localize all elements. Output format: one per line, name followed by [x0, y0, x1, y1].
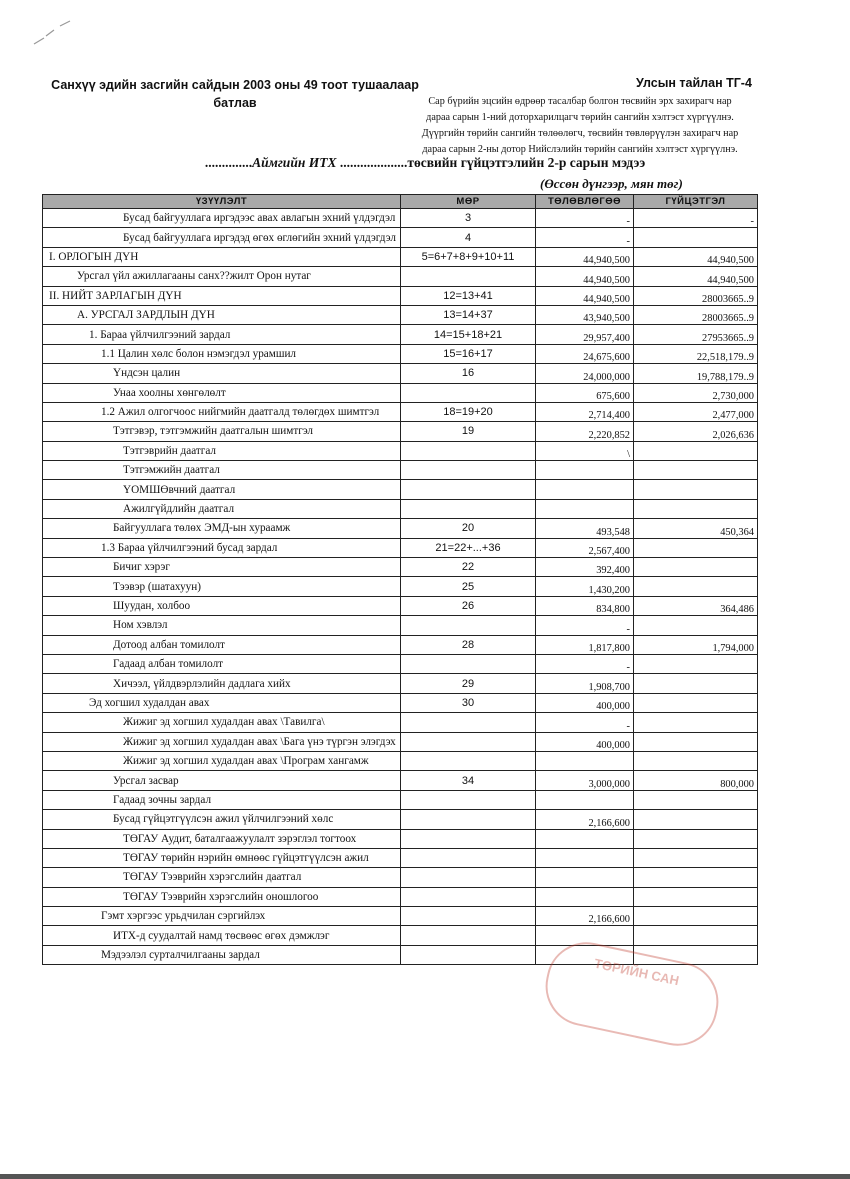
row-indicator-name: 1.3 Бараа үйлчилгээний бусад зардал [43, 538, 401, 557]
table-row [43, 441, 758, 460]
row-plan-value: 2,166,600 [536, 907, 634, 926]
row-plan-value [536, 790, 634, 809]
table-row [43, 654, 758, 673]
row-code: 4 [401, 228, 536, 247]
row-indicator-name: Дотоод албан томилолт [43, 635, 401, 654]
row-code: 25 [401, 577, 536, 596]
table-row [43, 461, 758, 480]
row-code [401, 887, 536, 906]
instruction-line: дараа сарын 1-ний доторхарилцагч төрийн сангийн хэлтэст хүргүүлнэ. [426, 112, 734, 123]
row-actual-value: 28003665..9 [634, 286, 758, 305]
table-row [43, 751, 758, 770]
row-plan-value: 675,600 [536, 383, 634, 402]
table-row [43, 247, 758, 266]
row-actual-value: 450,364 [634, 519, 758, 538]
row-indicator-name: Гадаад зочны зардал [43, 790, 401, 809]
row-code: 3 [401, 209, 536, 228]
approval-note-line2: батлав [213, 96, 257, 110]
row-indicator-name: Жижиг эд хогшил худалдан авах \Програм хангамж [43, 751, 401, 770]
row-code [401, 790, 536, 809]
row-plan-value: - [536, 209, 634, 228]
row-actual-value [634, 868, 758, 887]
title-suffix: ....................төсвийн гүйцэтгэлийн 2-р сарын мэдээ [336, 155, 646, 170]
row-plan-value [536, 887, 634, 906]
row-actual-value [634, 790, 758, 809]
row-code: 12=13+41 [401, 286, 536, 305]
instruction-line: Дүүргийн төрийн сангийн төлөөлөгч, төсвийн төвлөрүүлэн захирагч нар [421, 128, 739, 139]
table-row [43, 907, 758, 926]
row-code: 5=6+7+8+9+10+11 [401, 247, 536, 266]
row-code: 19 [401, 422, 536, 441]
table-row [43, 422, 758, 441]
table-row [43, 887, 758, 906]
table-row [43, 267, 758, 286]
row-code: 16 [401, 364, 536, 383]
column-header-actual: ГҮЙЦЭТГЭЛ [634, 195, 758, 209]
row-actual-value: 1,794,000 [634, 635, 758, 654]
table-row [43, 868, 758, 887]
row-code: 30 [401, 693, 536, 712]
row-indicator-name: Бичиг хэрэг [43, 558, 401, 577]
row-plan-value: 400,000 [536, 693, 634, 712]
row-plan-value: 44,940,500 [536, 267, 634, 286]
row-actual-value [634, 228, 758, 247]
row-plan-value [536, 499, 634, 518]
row-indicator-name: 1.1 Цалин хөлс болон нэмэгдэл урамшил [43, 344, 401, 363]
row-actual-value [634, 907, 758, 926]
row-plan-value: 29,957,400 [536, 325, 634, 344]
row-indicator-name: Шуудан, холбоо [43, 596, 401, 615]
row-plan-value: 2,166,600 [536, 810, 634, 829]
table-row [43, 790, 758, 809]
table-header-row [43, 195, 758, 209]
row-actual-value: 800,000 [634, 771, 758, 790]
table-row [43, 713, 758, 732]
row-indicator-name: ҮОМШӨвчний даатгал [43, 480, 401, 499]
row-code [401, 713, 536, 732]
table-row [43, 771, 758, 790]
row-indicator-name: Гэмт хэргээс урьдчилан сэргийлэх [43, 907, 401, 926]
row-plan-value: \ [536, 441, 634, 460]
table-row [43, 926, 758, 945]
table-row [43, 674, 758, 693]
row-actual-value [634, 558, 758, 577]
row-actual-value [634, 693, 758, 712]
table-row [43, 480, 758, 499]
table-row [43, 344, 758, 363]
scan-edge [0, 1174, 850, 1179]
table-row [43, 829, 758, 848]
title-org: Аймгийн ИТХ [252, 155, 337, 170]
row-plan-value [536, 480, 634, 499]
instruction-line: дараа сарын 2-ны дотор Нийслэлийн төрийн сангийн хэлтэст хүргүүлнэ. [422, 144, 738, 155]
row-plan-value: - [536, 616, 634, 635]
row-actual-value: - [634, 209, 758, 228]
row-code: 14=15+18+21 [401, 325, 536, 344]
row-actual-value [634, 616, 758, 635]
row-indicator-name: Бусад байгууллага иргэдээс авах авлагын эхний үлдэгдэл [43, 209, 401, 228]
table-row [43, 305, 758, 324]
row-plan-value: 493,548 [536, 519, 634, 538]
budget-table [42, 194, 758, 965]
row-indicator-name: I. ОРЛОГЫН ДҮН [43, 247, 401, 266]
table-row [43, 228, 758, 247]
row-actual-value: 28003665..9 [634, 305, 758, 324]
row-code: 18=19+20 [401, 402, 536, 421]
row-indicator-name: Хичээл, үйлдвэрлэлийн дадлага хийх [43, 674, 401, 693]
row-code: 13=14+37 [401, 305, 536, 324]
table-row [43, 402, 758, 421]
row-actual-value [634, 713, 758, 732]
row-indicator-name: Урсгал засвар [43, 771, 401, 790]
table-row [43, 499, 758, 518]
table-row [43, 810, 758, 829]
row-indicator-name: 1. Бараа үйлчилгээний зардал [43, 325, 401, 344]
row-actual-value [634, 751, 758, 770]
title-prefix: .............. [204, 155, 253, 170]
row-code [401, 848, 536, 867]
row-plan-value: - [536, 713, 634, 732]
row-plan-value [536, 829, 634, 848]
stamp-text: ТӨРИЙН САН [592, 955, 681, 989]
row-plan-value: 1,430,200 [536, 577, 634, 596]
row-indicator-name: Урсгал үйл ажиллагааны санх??жилт Орон нутаг [43, 267, 401, 286]
row-actual-value [634, 732, 758, 751]
column-header-row-code: МӨР [401, 195, 536, 209]
row-code: 15=16+17 [401, 344, 536, 363]
row-indicator-name: Жижиг эд хогшил худалдан авах \Бага үнэ түргэн элэгдэх [43, 732, 401, 751]
row-indicator-name: Бусад гүйцэтгүүлсэн ажил үйлчилгээний хөлс [43, 810, 401, 829]
table-row [43, 286, 758, 305]
row-indicator-name: Бусад байгууллага иргэдэд өгөх өглөгийн эхний үлдэгдэл [43, 228, 401, 247]
row-plan-value: 2,220,852 [536, 422, 634, 441]
row-plan-value [536, 461, 634, 480]
table-row [43, 616, 758, 635]
row-indicator-name: Тэтгэмжийн даатгал [43, 461, 401, 480]
row-code: 22 [401, 558, 536, 577]
row-plan-value: - [536, 228, 634, 247]
row-actual-value [634, 654, 758, 673]
row-actual-value [634, 674, 758, 693]
row-actual-value: 44,940,500 [634, 247, 758, 266]
row-code: 20 [401, 519, 536, 538]
row-indicator-name: А. УРСГАЛ ЗАРДЛЫН ДҮН [43, 305, 401, 324]
row-indicator-name: ТӨГАУ Аудит, баталгаажуулалт зэрэглэл тогтоох [43, 829, 401, 848]
row-plan-value: 2,567,400 [536, 538, 634, 557]
row-actual-value: 2,026,636 [634, 422, 758, 441]
row-actual-value [634, 887, 758, 906]
table-row [43, 209, 758, 228]
row-code [401, 616, 536, 635]
table-row [43, 558, 758, 577]
row-actual-value: 2,477,000 [634, 402, 758, 421]
column-header-plan: ТӨЛӨВЛӨГӨӨ [536, 195, 634, 209]
row-code: 28 [401, 635, 536, 654]
row-plan-value [536, 848, 634, 867]
row-actual-value: 364,486 [634, 596, 758, 615]
row-indicator-name: ИТХ-д суудалтай намд төсвөөс өгөх дэмжлэг [43, 926, 401, 945]
table-body [43, 209, 758, 965]
report-code: Улсын тайлан ТГ-4 [636, 76, 752, 90]
row-plan-value: - [536, 654, 634, 673]
table-row [43, 364, 758, 383]
row-indicator-name: Жижиг эд хогшил худалдан авах \Тавилга\ [43, 713, 401, 732]
row-indicator-name: Тэтгэвэр, тэтгэмжийн даатгалын шимтгэл [43, 422, 401, 441]
row-indicator-name: ТӨГАУ төрийн нэрийн өмнөөс гүйцэтгүүлсэн ажил [43, 848, 401, 867]
row-indicator-name: Байгууллага төлөх ЭМД-ын хураамж [43, 519, 401, 538]
row-plan-value: 44,940,500 [536, 286, 634, 305]
row-code: 21=22+...+36 [401, 538, 536, 557]
table-row [43, 325, 758, 344]
row-plan-value [536, 868, 634, 887]
row-code [401, 732, 536, 751]
row-indicator-name: Ажилгүйдлийн даатгал [43, 499, 401, 518]
table-row [43, 596, 758, 615]
row-code: 34 [401, 771, 536, 790]
row-actual-value [634, 829, 758, 848]
row-plan-value: 43,940,500 [536, 305, 634, 324]
table-row [43, 848, 758, 867]
row-code [401, 480, 536, 499]
row-indicator-name: 1.2 Ажил олгогчоос нийгмийн даатгалд төлөгдөх шимтгэл [43, 402, 401, 421]
row-plan-value: 834,800 [536, 596, 634, 615]
row-indicator-name: ТӨГАУ Тээврийн хэрэгслийн оношлогоо [43, 887, 401, 906]
table-row [43, 693, 758, 712]
row-code [401, 441, 536, 460]
document-title [0, 155, 850, 171]
row-code [401, 868, 536, 887]
row-actual-value [634, 538, 758, 557]
column-header-indicator: ҮЗҮҮЛЭЛТ [43, 195, 401, 209]
row-code [401, 810, 536, 829]
row-actual-value: 27953665..9 [634, 325, 758, 344]
approval-note-line1: Санхүү эдийн засгийн сайдын 2003 оны 49 тоот тушаалаар [51, 78, 419, 92]
row-code [401, 751, 536, 770]
row-indicator-name: Гадаад албан томилолт [43, 654, 401, 673]
row-indicator-name: Унаа хоолны хөнгөлөлт [43, 383, 401, 402]
row-code [401, 926, 536, 945]
row-code [401, 267, 536, 286]
row-plan-value: 24,675,600 [536, 344, 634, 363]
row-actual-value: 19,788,179..9 [634, 364, 758, 383]
row-plan-value: 44,940,500 [536, 247, 634, 266]
row-plan-value: 1,908,700 [536, 674, 634, 693]
row-actual-value: 22,518,179..9 [634, 344, 758, 363]
submission-instructions [400, 94, 760, 158]
row-actual-value [634, 848, 758, 867]
table-row [43, 732, 758, 751]
table-row [43, 635, 758, 654]
row-code [401, 907, 536, 926]
row-actual-value [634, 810, 758, 829]
row-code [401, 461, 536, 480]
row-actual-value [634, 461, 758, 480]
row-plan-value: 392,400 [536, 558, 634, 577]
instruction-line: Сар бүрийн эцсийн өдрөөр тасалбар болгон төсвийн эрх захирагч нар [428, 96, 732, 107]
row-indicator-name: ТӨГАУ Тээврийн хэрэгслийн даатгал [43, 868, 401, 887]
row-actual-value [634, 577, 758, 596]
row-code: 29 [401, 674, 536, 693]
table-row [43, 538, 758, 557]
approval-note [40, 76, 430, 112]
row-plan-value: 3,000,000 [536, 771, 634, 790]
row-plan-value [536, 751, 634, 770]
table-row [43, 577, 758, 596]
row-actual-value [634, 926, 758, 945]
table-row [43, 383, 758, 402]
row-plan-value: 2,714,400 [536, 402, 634, 421]
row-actual-value [634, 441, 758, 460]
row-plan-value: 24,000,000 [536, 364, 634, 383]
row-indicator-name: Тэтгэврийн даатгал [43, 441, 401, 460]
scan-mark-icon [30, 18, 76, 48]
row-code [401, 945, 536, 964]
row-indicator-name: Ном хэвлэл [43, 616, 401, 635]
row-indicator-name: Үндсэн цалин [43, 364, 401, 383]
row-indicator-name: Эд хогшил худалдан авах [43, 693, 401, 712]
row-indicator-name: Мэдээлэл сурталчилгааны зардал [43, 945, 401, 964]
row-indicator-name: Тээвэр (шатахуун) [43, 577, 401, 596]
row-code: 26 [401, 596, 536, 615]
row-plan-value: 400,000 [536, 732, 634, 751]
row-actual-value: 44,940,500 [634, 267, 758, 286]
unit-note: (Өссөн дүнгээр, мян төг) [540, 176, 683, 191]
row-code [401, 383, 536, 402]
row-indicator-name: II. НИЙТ ЗАРЛАГЫН ДҮН [43, 286, 401, 305]
row-code [401, 829, 536, 848]
row-actual-value: 2,730,000 [634, 383, 758, 402]
table-row [43, 519, 758, 538]
row-actual-value [634, 480, 758, 499]
row-code [401, 654, 536, 673]
row-code [401, 499, 536, 518]
row-actual-value [634, 499, 758, 518]
row-plan-value: 1,817,800 [536, 635, 634, 654]
